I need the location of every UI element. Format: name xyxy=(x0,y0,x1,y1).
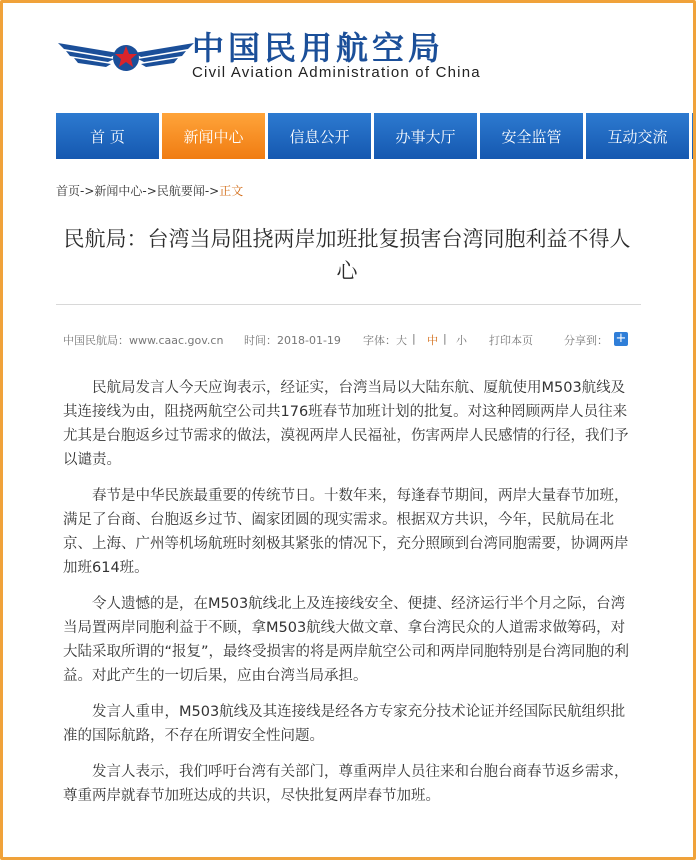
nav-service-hall[interactable]: 办事大厅 xyxy=(374,113,477,159)
meta-divider: | xyxy=(443,332,447,345)
nav-safety-supervision[interactable]: 安全监管 xyxy=(480,113,583,159)
article-time: 时间：2018-01-19 xyxy=(244,334,341,347)
article-paragraph: 令人遗憾的是，在M503航线北上及连接线安全、便捷、经济运行半个月之际，台湾当局置两岸同胞利益于不顾，拿M503航线大做文章、拿台湾民众的人道需求做筹码，对大陆采取所谓的“报复”，最终受损害的将是两岸航空公司和两岸同胞特别是台湾同胞的利益。对此产生的一切后果，应由台湾当局承担。 xyxy=(63,596,630,684)
breadcrumb xyxy=(56,182,243,199)
article-paragraph: 民航局发言人今天应询表示，经证实，台湾当局以大陆东航、厦航使用M503航线及其连接线为由，阻挠两航空公司共176班春节加班计划的批复。对这种罔顾两岸人员往来尤其是台胞返乡过节需求的做法，漠视两岸人民福祉，伤害两岸人民感情的行径，我们予以谴责。 xyxy=(63,380,629,468)
font-size-large[interactable]: 大 xyxy=(396,334,407,347)
nav-interaction[interactable]: 互动交流 xyxy=(586,113,689,159)
print-page-link[interactable]: 打印本页 xyxy=(489,334,533,347)
font-size-small[interactable]: 小 xyxy=(456,334,467,347)
share-label: 分享到： xyxy=(564,334,608,347)
article-paragraph: 发言人表示，我们呼吁台湾有关部门，尊重两岸人员往来和台胞台商春节返乡需求，尊重两岸就春节加班达成的共识，尽快批复两岸春节加班。 xyxy=(63,764,629,804)
title-divider xyxy=(56,304,641,305)
meta-divider: | xyxy=(412,332,416,345)
font-size-label: 字体： xyxy=(363,334,396,347)
site-title: 中国民用航空局 xyxy=(192,29,445,67)
site-title-en: Civil Aviation Administration of China xyxy=(192,64,481,81)
breadcrumb-current: 正文 xyxy=(219,184,244,198)
font-size-medium[interactable]: 中 xyxy=(427,334,438,347)
nav-news-center[interactable]: 新闻中心 xyxy=(162,113,265,159)
article-title: 民航局：台湾当局阻挠两岸加班批复损害台湾同胞利益不得人心 xyxy=(63,227,631,283)
caac-logo-icon[interactable] xyxy=(56,23,196,79)
article-body xyxy=(63,376,638,820)
nav-info-disclosure[interactable]: 信息公开 xyxy=(268,113,371,159)
breadcrumb-separator: -> xyxy=(204,184,220,198)
main-nav xyxy=(56,113,696,159)
nav-home[interactable]: 首 页 xyxy=(56,113,159,159)
article-paragraph: 春节是中华民族最重要的传统节日。十数年来，每逢春节期间，两岸大量春节加班，满足了台商、台胞返乡过节、阖家团圆的现实需求。根据双方共识，今年，民航局在北京、上海、广州等机场航班时刻极其紧张的情况下，充分照顾到台湾同胞需要，协调两岸加班614班。 xyxy=(63,488,629,576)
breadcrumb-section[interactable]: 民航要闻 xyxy=(156,184,205,198)
breadcrumb-separator: -> xyxy=(142,184,157,198)
breadcrumb-home[interactable]: 首页 xyxy=(56,184,81,198)
article-source: 中国民航局：www.caac.gov.cn xyxy=(63,334,224,347)
article-meta xyxy=(63,332,635,348)
breadcrumb-news-center[interactable]: 新闻中心 xyxy=(94,184,143,198)
article-paragraph: 发言人重申，M503航线及其连接线是经各方专家充分技术论证并经国际民航组织批准的国际航路，不存在所谓安全性问题。 xyxy=(63,704,626,744)
share-plus-icon[interactable]: + xyxy=(615,331,627,346)
breadcrumb-separator: -> xyxy=(80,184,95,198)
nav-item-overflow[interactable] xyxy=(692,113,696,159)
site-header xyxy=(3,3,693,111)
